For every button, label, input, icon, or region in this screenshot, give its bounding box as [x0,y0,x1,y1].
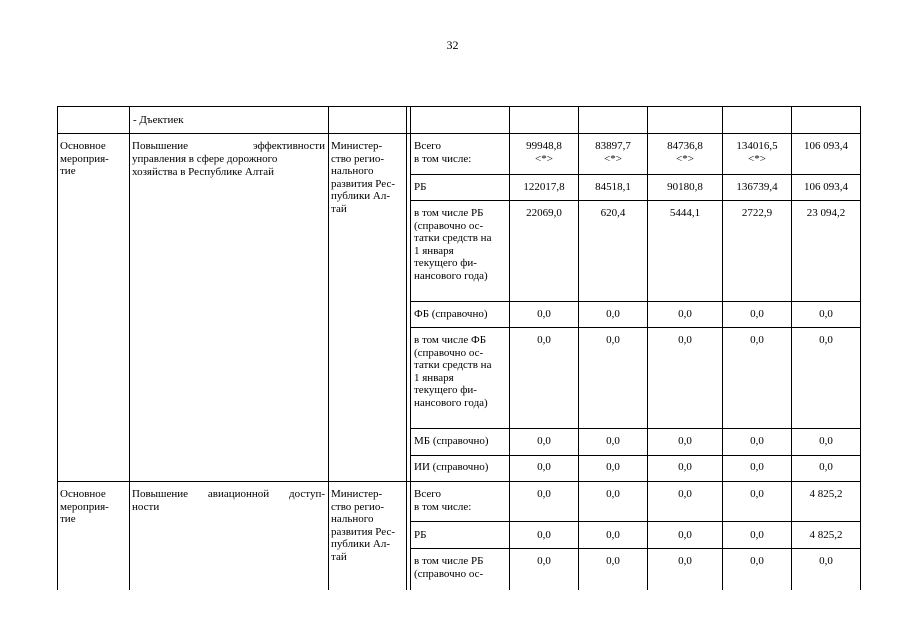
row-divider [410,327,860,328]
value-cell: 0,0 [606,529,620,541]
value-cell: 0,0 [750,308,764,320]
value-cell: 0,0 [606,334,620,346]
row-divider [410,174,860,175]
value-cell: 22069,0 [526,207,562,219]
column-divider [791,106,792,590]
row-divider [57,133,860,134]
row-divider [410,200,860,201]
executor: Министер- ство регио- нального развития Рес- публики Ал- тай [331,140,395,215]
value-cell: 84518,1 [595,181,631,193]
value-cell: 0,0 [750,555,764,567]
value-cell: 106 093,4 [804,140,848,152]
value-cell: 0,0 [819,461,833,473]
row-label: в том числе ФБ (справочно ос- татки средств на 1 января текущего фи- нансового года) [414,334,492,409]
value-cell: 136739,4 [736,181,778,193]
value-cell: 122017,8 [523,181,565,193]
row-label: Всего в том числе: [414,488,472,513]
value-cell: 0,0 [606,461,620,473]
row-divider [57,481,860,482]
value-cell: 0,0 [750,334,764,346]
page-number: 32 [446,38,459,52]
row-divider [410,521,860,522]
row-label: ФБ (справочно) [414,308,488,320]
row-divider [410,455,860,456]
row-label: Всего в том числе: [414,140,472,165]
value-cell: 0,0 [678,461,692,473]
value-cell: 4 825,2 [809,488,843,500]
column-divider [860,106,861,590]
value-cell: 0,0 [678,529,692,541]
row-label: в том числе РБ (справочно ос- татки средств на 1 января текущего фи- нансового года) [414,207,492,282]
value-cell: 99948,8 <*> [526,140,562,165]
row-label: в том числе РБ (справочно ос- [414,555,484,580]
value-cell: 0,0 [750,488,764,500]
row-divider [410,301,860,302]
measure-name: ности [132,501,160,513]
value-cell: 0,0 [606,488,620,500]
value-cell: 0,0 [537,529,551,541]
value-cell: 0,0 [819,435,833,447]
value-cell: 0,0 [819,334,833,346]
value-cell: 106 093,4 [804,181,848,193]
column-divider [406,106,407,590]
value-cell: 83897,7 <*> [595,140,631,165]
row-divider [410,548,860,549]
row-label: РБ [414,181,427,193]
measure-type: Основное мероприя- тие [60,488,109,526]
value-cell: 0,0 [606,435,620,447]
column-divider [722,106,723,590]
value-cell: 84736,8 <*> [667,140,703,165]
value-cell: 23 094,2 [806,207,846,219]
value-cell: 0,0 [750,461,764,473]
row-label: МБ (справочно) [414,435,489,447]
executor: Министер- ство регио- нального развития Рес- публики Ал- тай [331,488,395,563]
table-border-top [57,106,860,107]
value-cell: 0,0 [819,308,833,320]
header-cell: - Дъектиек [133,114,184,126]
value-cell: 90180,8 [667,181,703,193]
measure-type: Основное мероприя- тие [60,140,109,178]
value-cell: 0,0 [606,308,620,320]
value-cell: 0,0 [750,435,764,447]
measure-name: Повышение авиационной доступ- [132,488,325,500]
value-cell: 0,0 [750,529,764,541]
value-cell: 0,0 [606,555,620,567]
value-cell: 0,0 [678,488,692,500]
value-cell: 0,0 [537,435,551,447]
value-cell: 2722,9 [741,207,773,219]
value-cell: 0,0 [678,334,692,346]
column-divider [578,106,579,590]
value-cell: 0,0 [537,461,551,473]
value-cell: 134016,5 <*> [736,140,778,165]
value-cell: 0,0 [678,308,692,320]
value-cell: 5444,1 [669,207,701,219]
measure-name: Повышение эффективности [132,140,325,152]
measure-name: управления в сфере дорожного хозяйства в Республике Алтай [132,153,278,178]
row-label: РБ [414,529,427,541]
value-cell: 0,0 [678,435,692,447]
value-cell: 0,0 [537,308,551,320]
value-cell: 0,0 [678,555,692,567]
row-label: ИИ (справочно) [414,461,489,473]
column-divider [57,106,58,590]
value-cell: 0,0 [819,555,833,567]
column-divider [647,106,648,590]
column-divider [509,106,510,590]
value-cell: 0,0 [537,488,551,500]
value-cell: 0,0 [537,555,551,567]
column-divider [328,106,329,590]
value-cell: 620,4 [600,207,626,219]
value-cell: 4 825,2 [809,529,843,541]
column-divider [129,106,130,590]
row-divider [410,428,860,429]
value-cell: 0,0 [537,334,551,346]
column-divider [410,106,411,590]
